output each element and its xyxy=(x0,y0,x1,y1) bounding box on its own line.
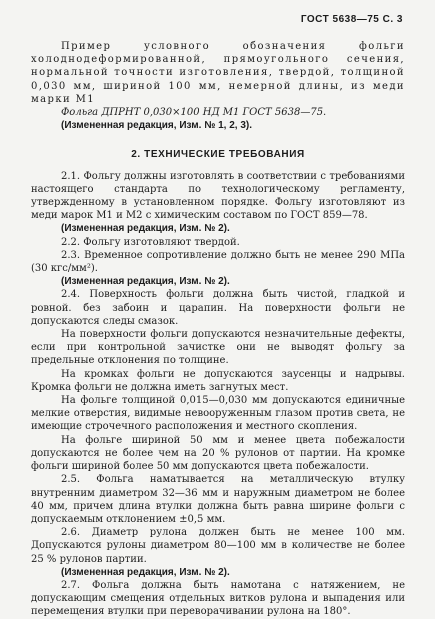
section-title: 2. ТЕХНИЧЕСКИЕ ТРЕБОВАНИЯ xyxy=(131,149,305,161)
example-paragraph: Пример условного обозначения фольги холоднодеформированной, прямоугольного сечения, нормальной точности изготовления, твердой, толщиной 0,030 мм, шириной 100 мм, немерной длины, из меди марки М1 xyxy=(31,41,405,105)
amendment-note: (Измененная редакция, Изм. № 2). xyxy=(61,566,230,578)
paragraph-2-5: 2.5. Фольга наматывается на металлическую втулку внутренним диаметром 32—36 мм и наружным диаметром не более 40 мм, причем длина втулки должна быть равна ширине фольги с допускаемым отклонением ±0,5 мм. xyxy=(31,474,405,525)
paragraph-2-2: 2.2. Фольгу изготовляют твердой. xyxy=(61,236,240,248)
paragraph-surface-defects: На поверхности фольги допускаются незначительные дефекты, если при контрольной зачистке они не выводят фольгу за предельные отклонения по толщине. xyxy=(31,329,405,367)
paragraph-holes: На фольге толщиной 0,015—0,030 мм допускаются единичные мелкие отверстия, видимые невооруженным глазом против света, не имеющие строчечного расположения и местного скопления. xyxy=(31,395,405,433)
paragraph-tarnish: На фольге шириной 50 мм и менее цвета побежалости допускаются не более чем на 20 % рулонов от партии. На кромке фольги шириной более 50 мм допускаются цвета побежалости. xyxy=(31,434,405,473)
paragraph-2-4: 2.4. Поверхность фольги должна быть чистой, гладкой и ровной. без забоин и царапин. На поверхности фольги не допускаются следы смазок. xyxy=(31,289,405,327)
amendment-note: (Измененная редакция, Изм. № 2). xyxy=(61,223,230,235)
designation-example: Фольга ДПРНТ 0,030×100 НД М1 ГОСТ 5638—75. xyxy=(61,107,327,119)
paragraph-2-6: 2.6. Диаметр рулона должен быть не менее 100 мм. Допускаются рулоны диаметром 80—100 мм в количестве не более 25 % рулонов партии. xyxy=(31,527,405,565)
paragraph-2-7: 2.7. Фольга должна быть намотана с натяжением, не допускающим смещения отдельных витков рулона и выпадения или перемещения втулки при переворачивании рулона на 180°. xyxy=(31,579,405,618)
page-header: ГОСТ 5638—75 С. 3 xyxy=(300,14,403,25)
document-body xyxy=(31,40,405,619)
paragraph-edges: На кромках фольги не допускаются заусенцы и надрывы. Кромка фольги не должна иметь загнутых мест. xyxy=(31,368,405,393)
paragraph-2-3: 2.3. Временное сопротивление должно быть не менее 290 МПа (30 кгс/мм²). xyxy=(31,249,405,275)
paragraph-2-1: 2.1. Фольгу должны изготовлять в соответствии с требованиями настоящего стандарта по технологическому регламенту, утвержденному в установленном порядке. Фольгу изготовляют из меди марок М1 и М2 с химическим составом по ГОСТ 859—78. xyxy=(31,170,405,222)
amendment-note: (Измененная редакция, Изм. № 2). xyxy=(61,276,230,288)
amendment-note: (Измененная редакция, Изм. № 1, 2, 3). xyxy=(61,120,253,132)
